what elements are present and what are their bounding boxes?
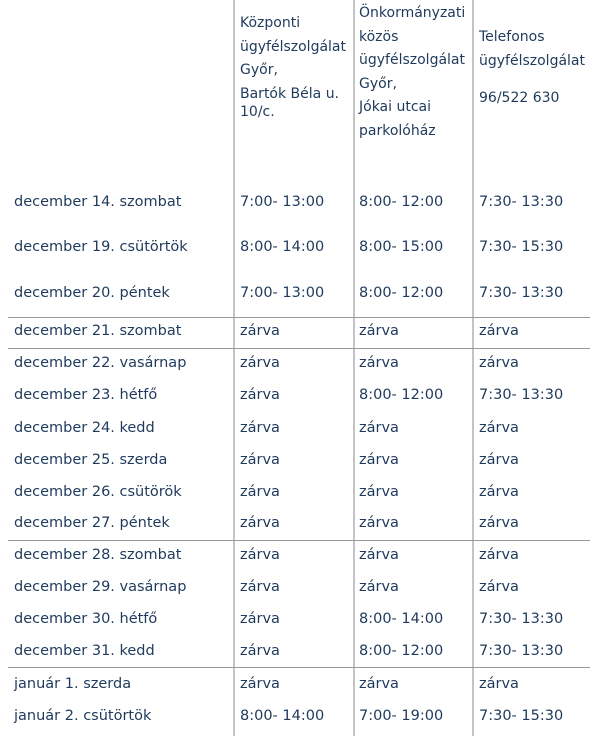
- table-row: [0, 639, 600, 663]
- row-separator: [8, 348, 590, 349]
- table-row: [0, 281, 600, 305]
- telefonos-cell: zárva: [479, 420, 519, 436]
- header-line: ügyfélszolgálat: [359, 52, 465, 68]
- table-row: [0, 190, 600, 214]
- header-line: Központi: [240, 15, 301, 31]
- column-divider: [233, 0, 235, 270]
- telefonos-cell: zárva: [479, 355, 519, 371]
- kozponti-cell: zárva: [240, 579, 280, 595]
- onkormanyzati-cell: zárva: [359, 676, 399, 692]
- onkormanyzati-cell: 8:00- 12:00: [359, 285, 444, 301]
- telefonos-cell: zárva: [479, 515, 519, 531]
- kozponti-cell: 8:00- 14:00: [240, 708, 325, 724]
- telefonos-cell: zárva: [479, 579, 519, 595]
- table-row: [0, 575, 600, 599]
- kozponti-cell: zárva: [240, 452, 280, 468]
- date-cell: december 28. szombat: [14, 547, 182, 563]
- telefonos-cell: zárva: [479, 484, 519, 500]
- kozponti-cell: 8:00- 14:00: [240, 239, 325, 255]
- table-row: [0, 448, 600, 472]
- onkormanyzati-cell: zárva: [359, 323, 399, 339]
- onkormanyzati-cell: zárva: [359, 579, 399, 595]
- header-line: Telefonos: [479, 29, 545, 45]
- date-cell: december 21. szombat: [14, 323, 182, 339]
- header-telefonos: [479, 26, 585, 111]
- table-row: [0, 480, 600, 504]
- kozponti-cell: zárva: [240, 355, 280, 371]
- telefonos-cell: zárva: [479, 323, 519, 339]
- kozponti-cell: 7:00- 13:00: [240, 285, 325, 301]
- telefonos-cell: 7:30- 13:30: [479, 643, 564, 659]
- date-cell: december 27. péntek: [14, 515, 170, 531]
- header-kozponti: [240, 12, 346, 125]
- telefonos-cell: zárva: [479, 547, 519, 563]
- header-line: Bartók Béla u.: [240, 85, 340, 102]
- header-line: Önkormányzati: [359, 5, 466, 21]
- date-cell: december 31. kedd: [14, 643, 155, 659]
- table-row: [0, 607, 600, 631]
- header-line: Győr,: [240, 62, 278, 78]
- header-line: közös: [359, 28, 399, 45]
- kozponti-cell: 7:00- 13:00: [240, 194, 325, 210]
- table-row: [0, 351, 600, 375]
- onkormanyzati-cell: zárva: [359, 420, 399, 436]
- onkormanyzati-cell: 8:00- 12:00: [359, 643, 444, 659]
- date-cell: december 20. péntek: [14, 285, 170, 301]
- date-cell: december 14. szombat: [14, 194, 182, 210]
- onkormanyzati-cell: 8:00- 14:00: [359, 611, 444, 627]
- header-onkormanyzati: [359, 2, 465, 143]
- onkormanyzati-cell: zárva: [359, 355, 399, 371]
- telefonos-cell: 7:30- 15:30: [479, 708, 564, 724]
- header-line: Győr,: [359, 75, 397, 92]
- kozponti-cell: zárva: [240, 387, 280, 403]
- onkormanyzati-cell: 7:00- 19:00: [359, 708, 444, 724]
- telefonos-cell: 7:30- 13:30: [479, 194, 564, 210]
- telefonos-cell: 7:30- 13:30: [479, 285, 564, 301]
- telefonos-cell: 7:30- 13:30: [479, 611, 564, 627]
- header-line: parkolóház: [359, 122, 436, 139]
- header-line: ügyfélszolgálat: [479, 52, 585, 69]
- onkormanyzati-cell: 8:00- 12:00: [359, 387, 444, 403]
- kozponti-cell: zárva: [240, 547, 280, 563]
- row-separator: [8, 317, 590, 318]
- date-cell: december 22. vasárnap: [14, 355, 187, 371]
- table-row: [0, 416, 600, 440]
- kozponti-cell: zárva: [240, 484, 280, 500]
- date-cell: január 2. csütörtök: [14, 708, 152, 724]
- table-row: [0, 383, 600, 407]
- onkormanyzati-cell: zárva: [359, 515, 399, 531]
- header-line: Jókai utcai: [359, 99, 432, 115]
- table-row: [0, 672, 600, 696]
- header-line: ügyfélszolgálat: [240, 38, 346, 55]
- telefonos-cell: 7:30- 15:30: [479, 239, 564, 255]
- onkormanyzati-cell: zárva: [359, 547, 399, 563]
- kozponti-cell: zárva: [240, 420, 280, 436]
- kozponti-cell: zárva: [240, 676, 280, 692]
- kozponti-cell: zárva: [240, 323, 280, 339]
- kozponti-cell: zárva: [240, 515, 280, 531]
- row-separator: [8, 540, 590, 541]
- table-row: [0, 704, 600, 728]
- header-line: 10/c.: [240, 104, 275, 120]
- kozponti-cell: zárva: [240, 643, 280, 659]
- onkormanyzati-cell: 8:00- 15:00: [359, 239, 444, 255]
- header-line: 96/522 630: [479, 90, 560, 106]
- telefonos-cell: 7:30- 13:30: [479, 387, 564, 403]
- table-row: [0, 319, 600, 343]
- telefonos-cell: zárva: [479, 676, 519, 692]
- table-row: [0, 235, 600, 259]
- table-row: [0, 511, 600, 535]
- date-cell: december 23. hétfő: [14, 387, 158, 403]
- date-cell: december 25. szerda: [14, 452, 168, 468]
- onkormanyzati-cell: 8:00- 12:00: [359, 194, 444, 210]
- row-separator: [8, 667, 590, 668]
- date-cell: december 30. hétfő: [14, 611, 158, 627]
- table-row: [0, 543, 600, 567]
- date-cell: december 24. kedd: [14, 420, 155, 436]
- date-cell: december 26. csütörök: [14, 484, 182, 500]
- telefonos-cell: zárva: [479, 452, 519, 468]
- onkormanyzati-cell: zárva: [359, 452, 399, 468]
- date-cell: december 29. vasárnap: [14, 579, 187, 595]
- onkormanyzati-cell: zárva: [359, 484, 399, 500]
- date-cell: december 19. csütörtök: [14, 239, 188, 255]
- date-cell: január 1. szerda: [14, 676, 132, 692]
- kozponti-cell: zárva: [240, 611, 280, 627]
